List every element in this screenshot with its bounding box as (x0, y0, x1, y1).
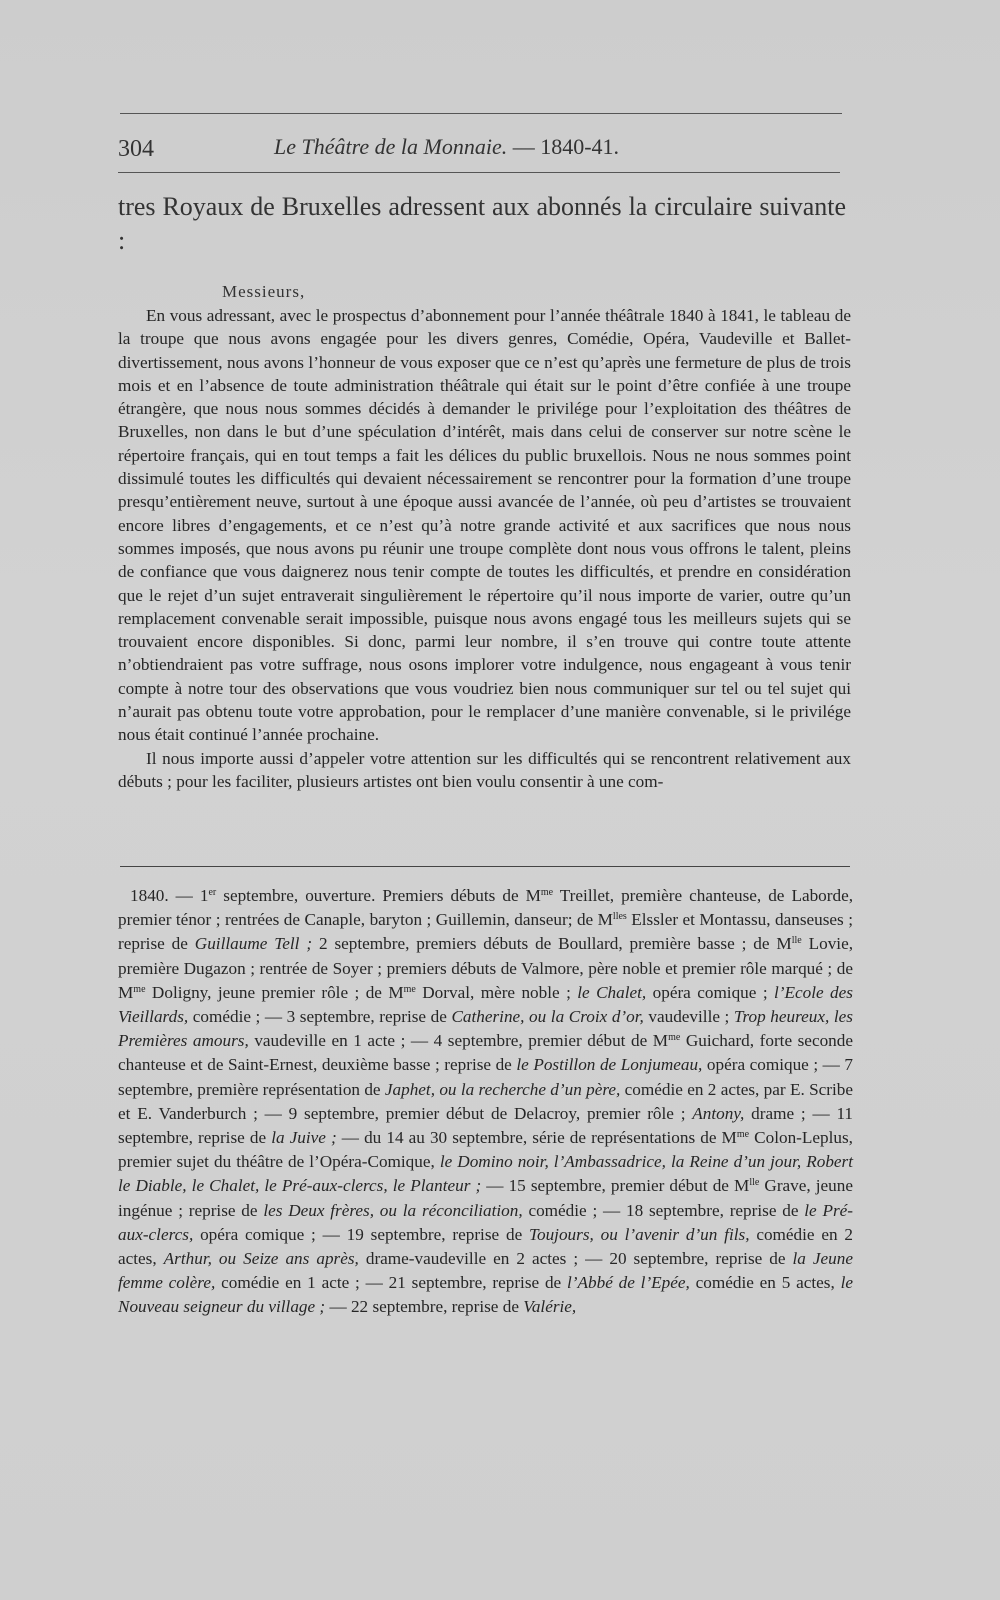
note-text: 1840. — 1 (130, 886, 209, 905)
page-number: 304 (118, 136, 154, 162)
work-title: l’Ecole des Vieillards, (118, 982, 853, 1027)
note-text: comédie en 2 actes, par E. Scribe et E. Vanderburch ; — 9 septembre, premier début de Delacroy, premier rôle ; (118, 1079, 853, 1123)
work-title: Arthur, ou Seize ans après, (163, 1249, 359, 1269)
page-header (118, 132, 840, 173)
work-title: Catherine, ou la Croix d’or, (451, 1007, 644, 1027)
top-rule (120, 113, 842, 114)
superscript-abbrev: me (540, 887, 554, 898)
note-text: vaudeville en 1 acte ; — 4 septembre, premier début de M (248, 1031, 669, 1051)
work-title: le Postillon de Lonjumeau, (516, 1055, 703, 1075)
note-text: septembre, ouverture. Premiers débuts de M (216, 886, 541, 905)
work-title: Trop heureux, les Premières amours, (118, 1007, 853, 1051)
running-title (274, 134, 619, 160)
chronology-note (118, 884, 853, 1320)
note-text: — 22 septembre, reprise de (325, 1297, 524, 1317)
note-text: Treillet, première chanteuse, de Laborde, premier ténor ; rentrées de Canaple, baryton ; Guillemin, danseur; de M (118, 886, 854, 930)
work-title: Japhet, ou la recherche d’un père, (384, 1079, 621, 1099)
note-text: 2 septembre, premiers débuts de Boullard, première basse ; de M (312, 934, 792, 954)
note-text: drame-vaudeville en 2 actes ; — 20 septembre, reprise de (358, 1249, 793, 1269)
superscript-abbrev: me (668, 1032, 681, 1044)
work-title: la Jeune femme colère, (118, 1249, 853, 1293)
note-text: Elssler et Montassu, danseuses ; reprise de (118, 910, 853, 954)
work-title: Antony, (692, 1103, 745, 1123)
note-text: Lovie, première Dugazon ; rentrée de Soyer ; premiers débuts de Valmore, père noble et premier rôle marqué ; de M (118, 934, 853, 1002)
work-title: le Nouveau seigneur du village ; (118, 1273, 853, 1317)
note-text: comédie en 5 actes, (689, 1273, 841, 1293)
note-text: opéra comique ; — 7 septembre, première représentation de (118, 1055, 853, 1099)
note-text: drame ; — 11 septembre, reprise de (118, 1103, 853, 1148)
note-text: comédie ; — 18 septembre, reprise de (522, 1200, 805, 1220)
lead-paragraph: tres Royaux de Bruxelles adressent aux abonnés la circulaire suivante : (118, 192, 846, 255)
note-text: vaudeville ; (643, 1007, 734, 1027)
note-text: Colon-Leplus, premier sujet du théâtre de l’Opéra-Comique, (118, 1128, 853, 1172)
running-title-italic: Le Théâtre de la Monnaie. (274, 134, 508, 159)
note-text: comédie ; — 3 septembre, reprise de (188, 1007, 452, 1027)
work-title: les Deux frères, ou la réconciliation, (263, 1200, 523, 1220)
letter-paragraph: En vous adressant, avec le prospectus d’abonnement pour l’année théâtrale 1840 à 1841, le tableau de la troupe que nous avons engagée pour les divers genres, Comédie, Opéra, Vaudeville et Ballet-divertissement, nous avons l’honneur de vous exposer que ce n’est qu’après une fermeture de plus de trois mois et en l’absence de toute administration théâtrale qui était sur le point d’être confiée à une troupe étrangère, que nous nous sommes décidés à demander le privilége pour l’exploitation des théâtres de Bruxelles, non dans le but d’une spéculation d’intérêt, mais dans celui de conserver sur notre scène le répertoire français, qui en tout temps a fait les délices du public bruxellois. Nous ne nous sommes point dissimulé toutes les difficultés qui devaient nécessairement se rencontrer pour la formation d’une troupe presqu’entièrement neuve, surtout à une époque aussi avancée de l’année, où peu d’artistes se trouvaient encore libres d’engagements, et ce n’est qu’à notre grande activité et aux sacrifices que nous nous sommes imposés, que nous avons pu réunir une troupe complète dont nous vous offrons le talent, pleins de confiance que vous daignerez nous tenir compte de toutes les difficultés, et prendre en considération que le rejet d’un sujet entraverait singulièrement le répertoire qu’il nous importe de varier, outre qu’un remplacement convenable serait impossible, puisque nous avons engagé tous les meilleurs sujets qui se trouvaient encore disponibles. Si donc, parmi leur nombre, il s’en trouve qui contre toute attente n’obtiendraient pas votre suffrage, nous osons implorer votre indulgence, nous engageant à vous tenir compte à notre tour des observations que vous voudriez bien nous communiquer sur tel ou tel sujet qui n’aurait pas obtenu toute votre approbation, pour le remplacer d’une manière convenable, si le privilége nous était continué l’année prochaine. (118, 306, 851, 745)
letter-body (118, 304, 851, 793)
running-title-date: — 1840-41. (507, 134, 620, 159)
work-title: Guillaume Tell ; (194, 934, 313, 954)
note-text: Doligny, jeune premier rôle ; de M (145, 982, 404, 1002)
work-title: l’Abbé de l’Epée, (567, 1273, 690, 1293)
note-text: comédie en 1 acte ; — 21 septembre, reprise de (215, 1273, 568, 1293)
letter-salutation: Messieurs, (222, 282, 306, 301)
note-text: opéra comique ; — 19 septembre, reprise de (193, 1224, 530, 1244)
superscript-abbrev: me (133, 983, 146, 995)
superscript-abbrev: lle (749, 1177, 760, 1189)
work-title: le Domino noir, l’Ambassadrice, la Reine d’un jour, Robert le Diable, le Chalet, le Pré-aux-clercs, le Planteur ; (118, 1152, 854, 1196)
note-text: Guichard, forte seconde chanteuse et de Saint-Ernest, deuxième basse ; reprise de (118, 1031, 853, 1075)
superscript-abbrev: lle (791, 935, 802, 947)
note-text: opéra comique ; (646, 982, 775, 1002)
chronology-paragraph (118, 884, 853, 1320)
work-title: la Juive ; (271, 1128, 337, 1148)
note-text: — du 14 au 30 septembre, série de représentations de M (336, 1128, 737, 1148)
letter-paragraph: Il nous importe aussi d’appeler votre attention sur les difficultés qui se rencontrent relativement aux débuts ; pour les faciliter, plusieurs artistes ont bien voulu consentir à une com- (118, 748, 851, 791)
note-text: Grave, jeune ingénue ; reprise de (118, 1176, 854, 1220)
footnote-separator (120, 866, 850, 867)
superscript-abbrev: lles (612, 911, 627, 923)
note-text: — 15 septembre, premier début de M (481, 1176, 750, 1196)
note-text: Dorval, mère noble ; (415, 982, 578, 1002)
work-title: le Pré-aux-clercs, (118, 1200, 853, 1244)
superscript-abbrev: me (403, 983, 416, 995)
work-title: Toujours, ou l’avenir d’un fils, (529, 1224, 750, 1244)
work-title: Valérie, (523, 1297, 577, 1317)
note-text: comédie en 2 actes, (118, 1224, 853, 1269)
work-title: le Chalet, (577, 982, 647, 1002)
superscript-abbrev: er (208, 887, 217, 898)
superscript-abbrev: me (736, 1129, 750, 1141)
